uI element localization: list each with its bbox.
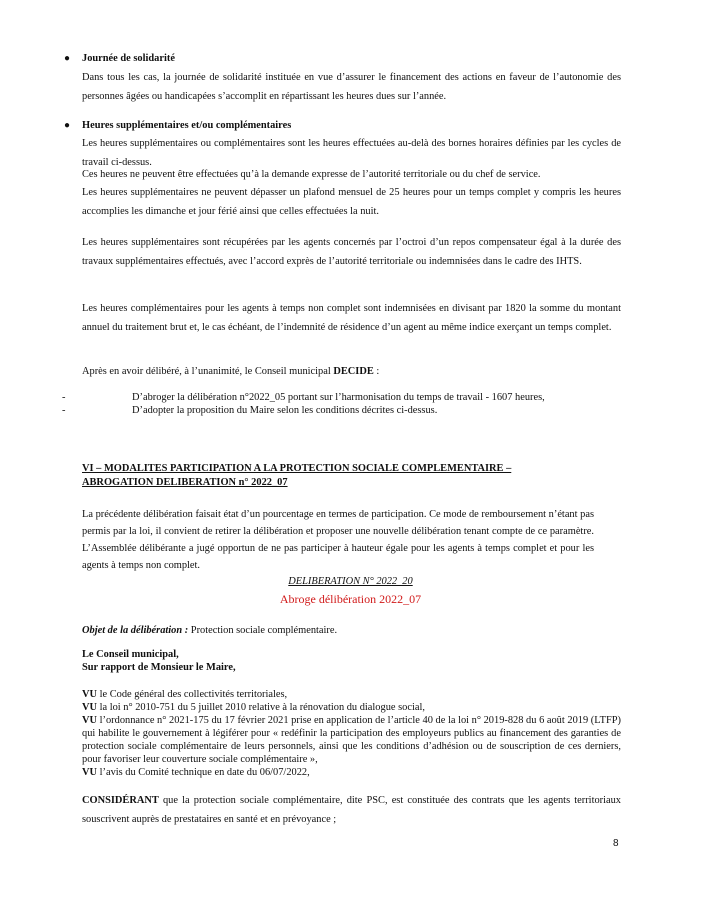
decide-prefix: Après en avoir délibéré, à l’unanimité, le Conseil municipal: [82, 366, 331, 377]
section-intro: La précédente délibération faisait état d’un pourcentage en termes de participation. Ce mode de remboursement n’étant pas permis par la loi, il convient de retirer la délibération et proposer une nouvelle délibération tenant compte de ce paramètre. L’Assemblée délibérante a jugé opportun de ne pas participer à hauteur égale pour les agents à temps complet et pour les agents à temps non complet.: [82, 509, 594, 571]
vu-text: la loi n° 2010-751 du 5 juillet 2010 relative à la rénovation du dialogue social,: [97, 702, 425, 713]
decide-paragraph: [82, 362, 621, 381]
considerant-text: que la protection sociale complémentaire, dite PSC, est constituée des contrats que les agents territoriaux souscrivent auprès de prestataires en santé et en prévoyance ;: [82, 795, 621, 825]
vu-text: l’ordonnance n° 2021-175 du 17 février 2021 prise en application de l’article 40 de la loi n° 2019-828 du 6 août 2019 (LTFP) qui habilite le gouvernement à légiférer pour « redéfinir la participation des employeurs publics au financement des garanties de protection sociale complémentaire de leurs personnels, ainsi que les conditions d’adhésion ou de souscription de ces derniers, pour favoriser leur couverture sociale complémentaire »,: [82, 715, 621, 765]
objet-label: Objet de la délibération :: [82, 625, 189, 636]
vu-label: VU: [82, 689, 98, 700]
decision-text: D’abroger la délibération n°2022_05 portant sur l’harmonisation du temps de travail - 1607 heures,: [132, 392, 545, 403]
vu-label: VU: [82, 702, 98, 713]
considerant-paragraph: [82, 791, 621, 829]
bullet-icon: ●: [64, 53, 71, 64]
vu-item: [82, 688, 621, 701]
section-title: [82, 462, 602, 490]
conseil-line: Le Conseil municipal,: [82, 649, 179, 660]
heures-definition: Les heures supplémentaires ou complémentaires sont les heures effectuées au-delà des bornes horaires définies par les cycles de travail ci-dessus.: [82, 138, 621, 168]
conseil-block: [82, 648, 621, 674]
rapport-line: Sur rapport de Monsieur le Maire,: [82, 662, 236, 673]
deliberation-number: DELIBERATION N° 2022_20: [288, 576, 413, 587]
bullet-icon: ●: [64, 120, 71, 131]
vu-label: VU: [82, 767, 98, 778]
vu-text: l’avis du Comité technique en date du 06/07/2022,: [97, 767, 310, 778]
complementaires-paragraph: Les heures complémentaires pour les agents à temps non complet sont indemnisées en divisant par 1820 la somme du montant annuel du traitement brut et, le cas échéant, de l’indemnité de résidence d’un agent au même indice exerçant un temps complet.: [82, 303, 621, 333]
decision-marker: -: [62, 392, 66, 403]
objet-text: Protection sociale complémentaire.: [188, 625, 338, 636]
vu-list: [82, 688, 621, 779]
decide-suffix: :: [373, 366, 380, 377]
considerant-label: CONSIDÉRANT: [82, 795, 159, 806]
heures-demande: Ces heures ne peuvent être effectuées qu’à la demande expresse de l’autorité territoriale ou du chef de service.: [82, 169, 541, 180]
decide-word: DECIDE: [333, 366, 374, 377]
section-title-line1: VI – MODALITES PARTICIPATION A LA PROTECTION SOCIALE COMPLEMENTAIRE –: [82, 463, 512, 474]
vu-item: [82, 701, 621, 714]
solidarite-paragraph: Dans tous les cas, la journée de solidarité instituée en vue d’assurer le financement des actions en faveur de l’autonomie des personnes âgées ou handicapées s’accomplit en répartissant les heures dues sur l’année.: [82, 72, 621, 102]
vu-item: [82, 714, 621, 766]
section-title-line2: ABROGATION DELIBERATION n° 2022_07: [82, 477, 288, 488]
heures-plafond: Les heures supplémentaires ne peuvent dépasser un plafond mensuel de 25 heures pour un temps complet y compris les heures accomplies les dimanche et jour férié ainsi que celles effectuées la nuit.: [82, 187, 621, 217]
vu-item: [82, 766, 621, 779]
objet-line: [82, 621, 621, 640]
recuperation-paragraph: Les heures supplémentaires sont récupérées par les agents concernés par l’octroi d’un repos compensateur égal à la durée des travaux supplémentaires effectués, avec l’accord exprès de l’autorité territoriale ou indemnisées dans le cadre des IHTS.: [82, 237, 621, 267]
abroge-text: Abroge délibération 2022_07: [279, 592, 422, 606]
decision-text: D’adopter la proposition du Maire selon les conditions décrites ci-dessus.: [132, 405, 438, 416]
bullet-title: Heures supplémentaires et/ou complémentaires: [82, 120, 292, 131]
decision-marker: -: [62, 405, 66, 416]
bullet-title: Journée de solidarité: [82, 53, 175, 64]
vu-text: le Code général des collectivités territoriales,: [97, 689, 288, 700]
page-number: 8: [613, 838, 619, 849]
vu-label: VU: [82, 715, 98, 726]
